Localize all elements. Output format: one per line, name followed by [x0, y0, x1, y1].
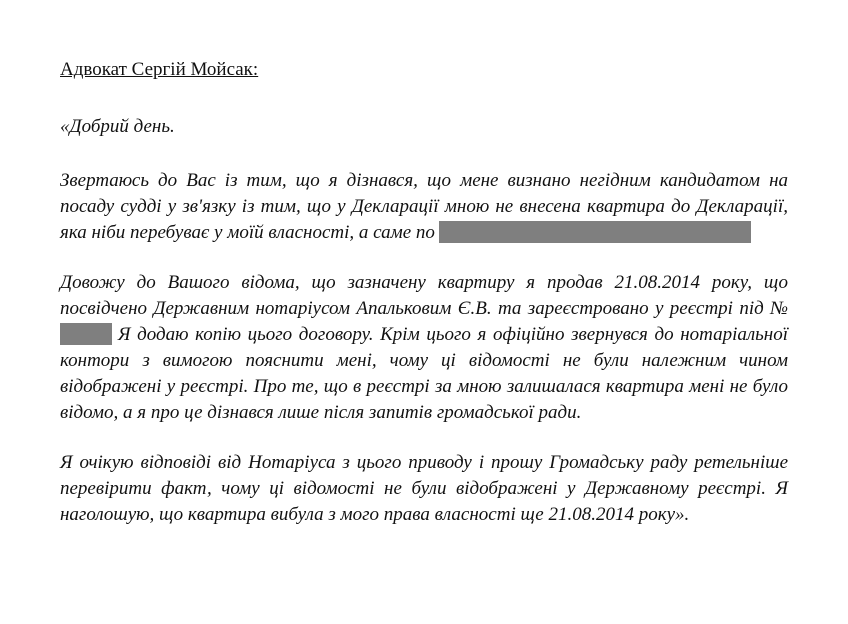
redacted-registry-number-block	[60, 323, 112, 345]
document-heading: Адвокат Сергій Мойсак:	[60, 59, 259, 80]
paragraph-1-text: Звертаюсь до Вас із тим, що я дізнався, що мене визнано негідним кандидатом на посаду судді у зв'язку із тим, що у Декларації мною не внесена квартира до Декларації, яка ніби перебуває у моїй власності, а саме по	[60, 170, 788, 243]
redacted-address-block	[439, 221, 751, 243]
paragraph-1	[60, 168, 788, 246]
paragraph-2-text-after: Я додаю копію цього договору. Крім цього я офіційно звернувся до нотаріальної контори з вимогою пояснити мені, чому ці відомості не були належним чином відображені у реєстрі. Про те, що в реєстрі за мною залишалася квартира мені не було відомо, а я про це дізнався лише після запитів громадської ради.	[60, 324, 788, 423]
paragraph-3: Я очікую відповіді від Нотаріуса з цього приводу і прошу Громадську раду ретельніше перевірити факт, чому ці відомості не були відображені у Державному реєстрі. Я наголошую, що квартира вибула з мого права власності ще 21.08.2014 року».	[60, 452, 788, 525]
paragraph-2-text-before: Довожу до Вашого відома, що зазначену квартиру я продав 21.08.2014 року, що посвідчено Державним нотаріусом Апальковим Є.В. та зареєстровано у реєстрі під №	[60, 272, 788, 319]
document-page	[60, 58, 788, 528]
paragraph-2	[60, 270, 788, 426]
greeting-line: «Добрий день.	[60, 116, 175, 137]
